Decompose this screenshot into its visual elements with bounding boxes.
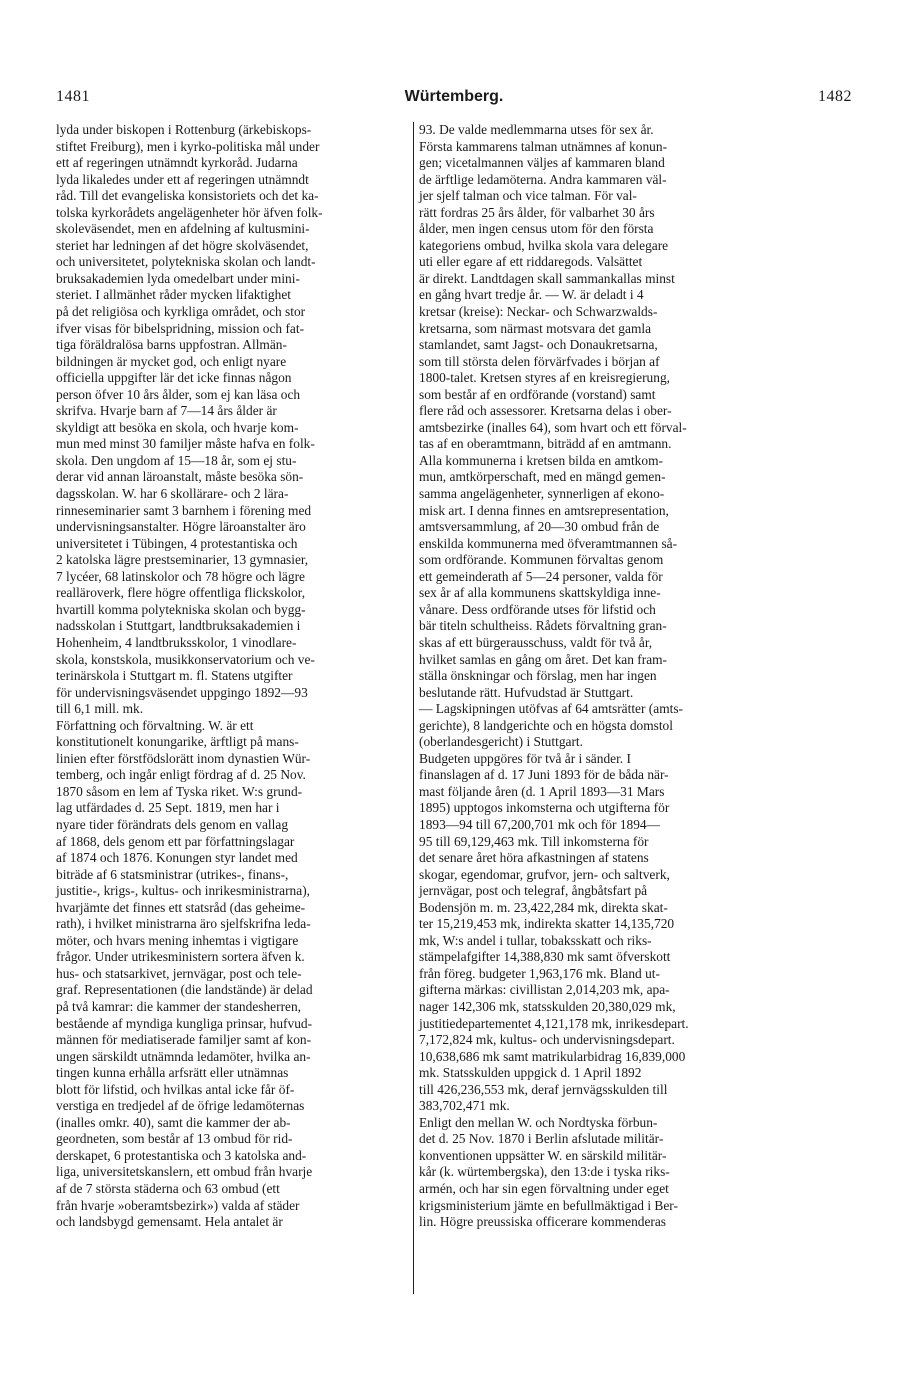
text-line: liga, universitetskanslern, ett ombud från hvarje bbox=[56, 1164, 313, 1180]
text-line: mk, W:s andel i tullar, tobaksskatt och riks- bbox=[419, 932, 652, 948]
text-line: skogar, egendomar, grufvor, jern- och saltverk, bbox=[419, 866, 670, 882]
text-line: mk. Statsskulden uppgick d. 1 April 1892 bbox=[419, 1065, 642, 1081]
right-column bbox=[419, 122, 769, 1231]
text-line: på det religiösa och kyrkliga området, och stor bbox=[56, 304, 306, 320]
text-line: uti eller egare af ett riddaregods. Valsättet bbox=[419, 254, 643, 270]
text-line: skola, konstskola, musikkonservatorium och ve- bbox=[56, 651, 315, 667]
text-line: ter 15,219,453 mk, indirekta skatter 14,135,720 bbox=[419, 916, 675, 932]
text-line: ett gemeinderath af 5—24 personer, valda för bbox=[419, 568, 663, 584]
text-line: stämpelafgifter 14,388,830 mk samt öfverskott bbox=[419, 949, 671, 965]
text-line: gen; vicetalmannen väljes af kammaren bland bbox=[419, 155, 665, 171]
text-line: som ordförande. Kommunen förvaltas genom bbox=[419, 552, 664, 568]
text-line: ålder, men ingen census utom för den första bbox=[419, 221, 654, 237]
text-line: hus- och statsarkivet, jernvägar, post och tele- bbox=[56, 965, 302, 981]
text-line: biträde af 6 statsministrar (utrikes-, finans-, bbox=[56, 866, 289, 882]
text-line: 1893—94 till 67,200,701 mk och för 1894— bbox=[419, 816, 661, 832]
text-line: tolska kyrkorådets angelägenheter hör äfven folk- bbox=[56, 204, 323, 220]
text-line: lyda likaledes under ett af regeringen utnämndt bbox=[56, 171, 309, 187]
text-line: realläroverk, flere högre offentliga flickskolor, bbox=[56, 585, 306, 601]
text-line: gifterna märkas: civillistan 2,014,203 mk, apa- bbox=[419, 982, 670, 998]
text-line: som består af en ordförande (vorstand) samt bbox=[419, 386, 656, 402]
text-line: jernvägar, post och telegraf, ångbåtsfart på bbox=[419, 883, 648, 899]
text-line: ungen särskildt utnämnda ledamöter, hvilka an- bbox=[56, 1048, 311, 1064]
text-line: undervisningsanstalter. Högre läroanstalter äro bbox=[56, 519, 306, 535]
text-line: bestående af myndiga kungliga prinsar, hufvud- bbox=[56, 1015, 313, 1031]
text-line: af de 7 största städerna och 63 ombud (ett bbox=[56, 1181, 280, 1196]
text-line: 95 till 69,129,463 mk. Till inkomsterna för bbox=[419, 833, 649, 849]
text-line: linien efter förstfödslorätt inom dynastien Wür- bbox=[56, 750, 311, 766]
text-line: kategoriens ombud, hvilka skola vara delegare bbox=[419, 237, 669, 253]
text-line: 383,702,471 mk. bbox=[419, 1098, 510, 1114]
text-line: Första kammarens talman utnämnes af konun- bbox=[419, 138, 668, 154]
text-line: nadsskolan i Stuttgart, landtbruksakademien i bbox=[56, 618, 301, 634]
text-line: graf. Representationen (die landstände) är delad bbox=[56, 982, 313, 998]
text-line: sex år af alla kommunens skattskyldiga inne- bbox=[419, 585, 661, 601]
text-line: samma angelägenheter, synnerligen af ekono- bbox=[419, 486, 665, 502]
text-line: skoleväsendet, men en afdelning af kultusmini- bbox=[56, 221, 310, 237]
text-line: af 1868, dels genom ett par författningslagar bbox=[56, 833, 295, 849]
text-line: konventionen uppsätter W. en särskild militär- bbox=[419, 1147, 667, 1163]
text-line: och universitetet, polytekniska skolan och landt- bbox=[56, 254, 316, 270]
text-line: rath), i hvilket ministrarna äro sjelfskrifna leda- bbox=[56, 916, 311, 932]
text-line: stamlandet, samt Jagst- och Donaukretsarna, bbox=[419, 337, 658, 353]
text-line: tiga föräldralösa barns uppfostran. Allmän- bbox=[56, 337, 287, 353]
text-line: lag utfärdades d. 25 Sept. 1819, men har i bbox=[56, 800, 280, 816]
text-line: det senare året höra afkastningen af statens bbox=[419, 850, 649, 866]
text-line: råd. Till det evangeliska konsistoriets och det ka- bbox=[56, 188, 319, 204]
text-line: 1800-talet. Kretsen styres af en kreisregierung, bbox=[419, 370, 670, 386]
text-line: steriet har ledningen af det högre skolväsendet, bbox=[56, 237, 309, 253]
text-line: en gång hvart tredje år. — W. är deladt i 4 bbox=[419, 287, 644, 303]
text-line: misk art. I denna finnes en amtsrepresentation, bbox=[419, 502, 669, 518]
text-line: kår (k. würtembergska), den 13:de i tyska riks- bbox=[419, 1164, 670, 1180]
text-line: jer sjelf talman och vice talman. För val- bbox=[419, 188, 637, 204]
text-line: frågor. Under utrikesministern sortera äfven k. bbox=[56, 949, 305, 965]
text-line: universitetet i Tübingen, 4 protestantiska och bbox=[56, 535, 298, 551]
text-line: derskapet, 6 protestantiska och 3 katolska and- bbox=[56, 1147, 307, 1163]
text-line: nyare tider förändrats dels genom en vallag bbox=[56, 816, 289, 832]
text-line: stiftet Freiburg), men i kyrko-politiska mål under bbox=[56, 138, 320, 154]
text-line: ifver visas för bibelspridning, mission och fat- bbox=[56, 320, 305, 336]
text-line: ett af regeringen utnämndt kyrkoråd. Judarna bbox=[56, 155, 298, 171]
text-line: skyldigt att besöka en skola, och hvarje kom- bbox=[56, 419, 299, 435]
column-divider bbox=[413, 122, 414, 1294]
text-line: 10,638,686 mk samt matrikularbidrag 16,839,000 bbox=[419, 1048, 686, 1064]
text-line: 7 lycéer, 68 latinskolor och 78 högre och lägre bbox=[56, 568, 305, 584]
text-line: geordneten, som består af 13 ombud för rid- bbox=[56, 1131, 293, 1147]
text-line: 1895) upptogos inkomsterna och utgifterna för bbox=[419, 800, 670, 816]
running-title: Würtemberg. bbox=[404, 88, 504, 105]
text-line: 93. De valde medlemmarna utses för sex år. bbox=[419, 122, 654, 137]
text-line: lyda under biskopen i Rottenburg (ärkebiskops- bbox=[56, 122, 312, 137]
text-line: mun, amtkörperschaft, med en mängd gemen- bbox=[419, 469, 666, 485]
text-line: officiella uppgifter lär det icke finnas någon bbox=[56, 370, 292, 386]
page-number-left: 1481 bbox=[56, 88, 90, 105]
text-line: nager 142,306 mk, statsskulden 20,380,029 mk, bbox=[419, 998, 676, 1014]
text-line: enskilda kommunerna med öfveramtmannen så- bbox=[419, 535, 678, 551]
text-line: Enligt den mellan W. och Nordtyska förbun- bbox=[419, 1114, 658, 1130]
text-line: verstiga en tredjedel af de öfrige ledamöternas bbox=[56, 1098, 305, 1114]
text-line: hvilket samlas en gång om året. Det kan fram- bbox=[419, 651, 668, 667]
text-line: finanslagen af d. 17 Juni 1893 för de båda när- bbox=[419, 767, 669, 783]
text-line: från föreg. budgeter 1,963,176 mk. Bland ut- bbox=[419, 965, 660, 981]
text-line: hvartill komma polytekniska skolan och bygg- bbox=[56, 601, 306, 617]
text-line: vånare. Dess ordförande utses för lifstid och bbox=[419, 601, 656, 617]
text-line: blott för lifstid, och hvilkas antal icke får öf- bbox=[56, 1081, 295, 1097]
text-line: — Lagskipningen utöfvas af 64 amtsrätter (amts- bbox=[419, 701, 684, 717]
text-line: Alla kommunerna i kretsen bilda en amtkom- bbox=[419, 452, 663, 468]
text-line: för undervisningsväsendet uppgingo 1892—93 bbox=[56, 684, 308, 700]
text-line: justitiedepartementet 4,121,178 mk, inrikesdepart. bbox=[419, 1015, 689, 1031]
text-line: är direkt. Landtdagen skall sammankallas minst bbox=[419, 270, 675, 286]
text-line: gerichte), 8 landgerichte och en högsta domstol bbox=[419, 717, 673, 733]
text-line: krigsministerium jämte en befullmäktigad i Ber- bbox=[419, 1197, 678, 1213]
text-line: de ärftlige ledamöterna. Andra kammaren väl- bbox=[419, 171, 667, 187]
text-line: på två kamrar: die kammer der standesherren, bbox=[56, 998, 302, 1014]
text-line: ställa önskningar och förslag, men har ingen bbox=[419, 668, 657, 684]
text-line: Budgeten uppgöres för två år i sänder. I bbox=[419, 750, 631, 766]
text-line: armén, och har sin egen förvaltning under eget bbox=[419, 1181, 669, 1196]
text-line: rätt fordras 25 års ålder, för valbarhet 30 års bbox=[419, 204, 655, 220]
text-line: Hohenheim, 4 landtbruksskolor, 1 vinodlare- bbox=[56, 634, 297, 650]
text-line: kretsar (kreise): Neckar- och Schwarzwalds- bbox=[419, 304, 658, 320]
text-line: dagsskolan. W. har 6 skollärare- och 2 lära- bbox=[56, 486, 289, 502]
text-line: skola. Den ungdom af 15—18 år, som ej stu- bbox=[56, 452, 297, 468]
text-line: skas af ett bürgerausschuss, valdt för två år, bbox=[419, 634, 653, 650]
text-line: terinärskola i Stuttgart m. fl. Statens utgifter bbox=[56, 668, 293, 684]
page-number-right: 1482 bbox=[818, 88, 852, 105]
text-line: männen för mediatiserade familjer samt af kon- bbox=[56, 1032, 312, 1048]
text-line: amtsversammlung, af 20—30 ombud från de bbox=[419, 519, 660, 535]
text-line: derar vid annan läroanstalt, måste besöka sön- bbox=[56, 469, 304, 485]
text-line: mast följande åren (d. 1 April 1893—31 Mars bbox=[419, 783, 665, 799]
text-line: rinneseminarier samt 3 barnhem i förening med bbox=[56, 502, 312, 518]
text-line: mun med minst 30 familjer måste hafva en folk- bbox=[56, 436, 315, 452]
text-line: person öfver 10 års ålder, som ej kan läsa och bbox=[56, 386, 301, 402]
text-line: Bodensjön m. m. 23,422,284 mk, direkta skat- bbox=[419, 899, 668, 915]
text-line: till 6,1 mill. mk. bbox=[56, 701, 144, 717]
text-line: 2 katolska lägre prestseminarier, 13 gymnasier, bbox=[56, 552, 309, 568]
text-line: justitie-, krigs-, kultus- och inrikesministrarna), bbox=[56, 883, 311, 899]
text-line: flere råd och assessorer. Kretsarna delas i ober- bbox=[419, 403, 672, 419]
text-line: möter, och hvars mening inhemtas i vigtigare bbox=[56, 932, 299, 948]
text-line: det d. 25 Nov. 1870 i Berlin afslutade militär- bbox=[419, 1131, 664, 1147]
text-line: kretsarna, som närmast motsvara det gamla bbox=[419, 320, 652, 336]
text-line: (oberlandesgericht) i Stuttgart. bbox=[419, 734, 583, 750]
text-line: bildningen är mycket god, och enligt nyare bbox=[56, 353, 287, 369]
text-line: steriet. I allmänhet råder mycken lifaktighet bbox=[56, 287, 291, 303]
text-line: från hvarje »oberamtsbezirk») valda af städer bbox=[56, 1197, 300, 1213]
page-header bbox=[56, 88, 852, 114]
text-line: till 426,236,553 mk, deraf jernvägsskulden till bbox=[419, 1081, 668, 1097]
text-line: af 1874 och 1876. Konungen styr landet med bbox=[56, 850, 298, 866]
text-line: bär titeln schultheiss. Rådets förvaltning gran- bbox=[419, 618, 667, 634]
text-line: som till största delen förvärfvades i början af bbox=[419, 353, 660, 369]
text-line: 7,172,824 mk, kultus- och undervisningsdepart. bbox=[419, 1032, 675, 1048]
text-line: beslutande rätt. Hufvudstad är Stuttgart. bbox=[419, 684, 634, 700]
text-line: lin. Högre preussiska officerare kommenderas bbox=[419, 1214, 667, 1230]
text-line: Författning och förvaltning. W. är ett bbox=[56, 717, 254, 733]
left-column bbox=[56, 122, 412, 1231]
text-line: och landsbygd gemensamt. Hela antalet är bbox=[56, 1214, 283, 1230]
text-line: hvarjämte det finnes ett statsråd (das geheime- bbox=[56, 899, 306, 915]
text-line: skrifva. Hvarje barn af 7—14 års ålder är bbox=[56, 403, 277, 419]
text-line: bruksakademien lyda omedelbart under mini- bbox=[56, 270, 300, 286]
text-line: konstitutionelt konungarike, ärftligt på mans- bbox=[56, 734, 299, 750]
text-line: tas af en oberamtmann, biträdd af en amtmann. bbox=[419, 436, 672, 452]
text-line: (inalles omkr. 40), samt die kammer der ab- bbox=[56, 1114, 291, 1130]
text-line: tingen kunna erhålla arfsrätt eller utnämnas bbox=[56, 1065, 289, 1081]
text-line: 1870 såsom en lem af Tyska riket. W:s grund- bbox=[56, 783, 303, 799]
text-line: temberg, och ingår enligt fördrag af d. 25 Nov. bbox=[56, 767, 306, 783]
text-line: amtsbezirke (inalles 64), som hvart och ett förval- bbox=[419, 419, 687, 435]
